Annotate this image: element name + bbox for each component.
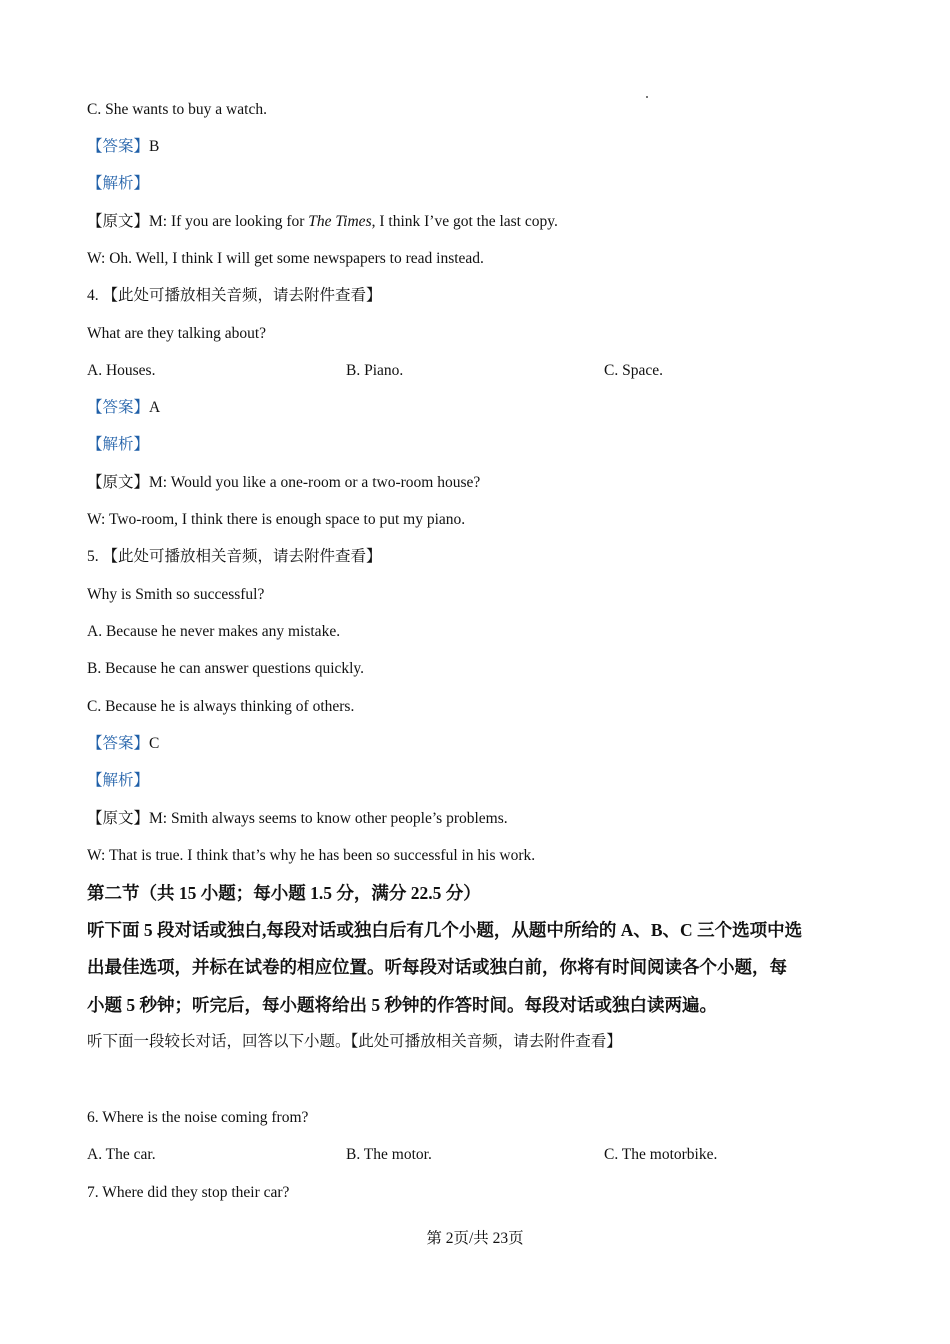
answer-q3	[87, 137, 159, 157]
transcript-text: M: Smith always seems to know other people’s problems.	[149, 810, 508, 827]
answer-value: C	[149, 735, 160, 752]
transcript-text-b: , I think I’ve got the last copy.	[371, 213, 558, 230]
transcript-italic: The Times	[308, 213, 372, 230]
question-5-header: 5. 【此处可播放相关音频，请去附件查看】	[87, 548, 382, 565]
explanation-label-q3: 【解析】	[87, 175, 150, 192]
option-c-q5: C. Because he is always thinking of others.	[87, 698, 355, 715]
transcript-m-q4	[87, 473, 480, 493]
section-2-instructions-line2: 出最佳选项，并标在试卷的相应位置。听每段对话或独白前，你将有时间阅读各个小题，每	[87, 957, 787, 977]
option-c-q3: C. She wants to buy a watch.	[87, 101, 267, 118]
option-a-q4: A. Houses.	[87, 362, 156, 379]
option-c-q4: C. Space.	[604, 362, 663, 379]
transcript-w-q3: W: Oh. Well, I think I will get some newspapers to read instead.	[87, 250, 484, 267]
answer-value: B	[149, 138, 160, 155]
transcript-label: 【原文】	[87, 474, 150, 491]
answer-value: A	[149, 399, 161, 416]
answer-label: 【答案】	[87, 138, 150, 155]
answer-label: 【答案】	[87, 735, 150, 752]
explanation-label-q5: 【解析】	[87, 772, 150, 789]
transcript-w-q4: W: Two-room, I think there is enough space to put my piano.	[87, 511, 466, 528]
transcript-m-q3	[87, 212, 558, 232]
section-2-instructions-line1: 听下面 5 段对话或独白,每段对话或独白后有几个小题，从题中所给的 A、B、C 三个选项中选	[87, 920, 803, 940]
page-footer: 第 2页/共 23页	[426, 1230, 524, 1247]
option-b-q5: B. Because he can answer questions quickly.	[87, 660, 365, 677]
transcript-text: M: Would you like a one-room or a two-room house?	[149, 474, 481, 491]
listening-note: 听下面一段较长对话，回答以下小题。【此处可播放相关音频，请去附件查看】	[87, 1033, 622, 1050]
option-a-q6: A. The car.	[87, 1146, 156, 1163]
question-5-text: Why is Smith so successful?	[87, 586, 265, 603]
option-c-q6: C. The motorbike.	[604, 1146, 718, 1163]
section-2-title: 第二节（共 15 小题；每小题 1.5 分，满分 22.5 分）	[87, 883, 481, 903]
question-4-header: 4. 【此处可播放相关音频，请去附件查看】	[87, 287, 382, 304]
transcript-w-q5: W: That is true. I think that’s why he has been so successful in his work.	[87, 847, 536, 864]
answer-label: 【答案】	[87, 399, 150, 416]
explanation-label-q4: 【解析】	[87, 436, 150, 453]
answer-q5	[87, 734, 159, 754]
question-4-text: What are they talking about?	[87, 325, 267, 342]
transcript-label: 【原文】	[87, 810, 150, 827]
transcript-text-a: M: If you are looking for	[149, 213, 309, 230]
option-b-q6: B. The motor.	[346, 1146, 432, 1163]
option-b-q4: B. Piano.	[346, 362, 404, 379]
answer-q4	[87, 398, 160, 418]
transcript-m-q5	[87, 809, 508, 829]
section-2-instructions-line3: 小题 5 秒钟；听完后，每小题将给出 5 秒钟的作答时间。每段对话或独白读两遍。	[87, 995, 717, 1015]
question-7-text: 7. Where did they stop their car?	[87, 1184, 290, 1201]
option-a-q5: A. Because he never makes any mistake.	[87, 623, 341, 640]
question-6-text: 6. Where is the noise coming from?	[87, 1109, 309, 1126]
stray-dot	[646, 96, 648, 98]
transcript-label: 【原文】	[87, 213, 150, 230]
